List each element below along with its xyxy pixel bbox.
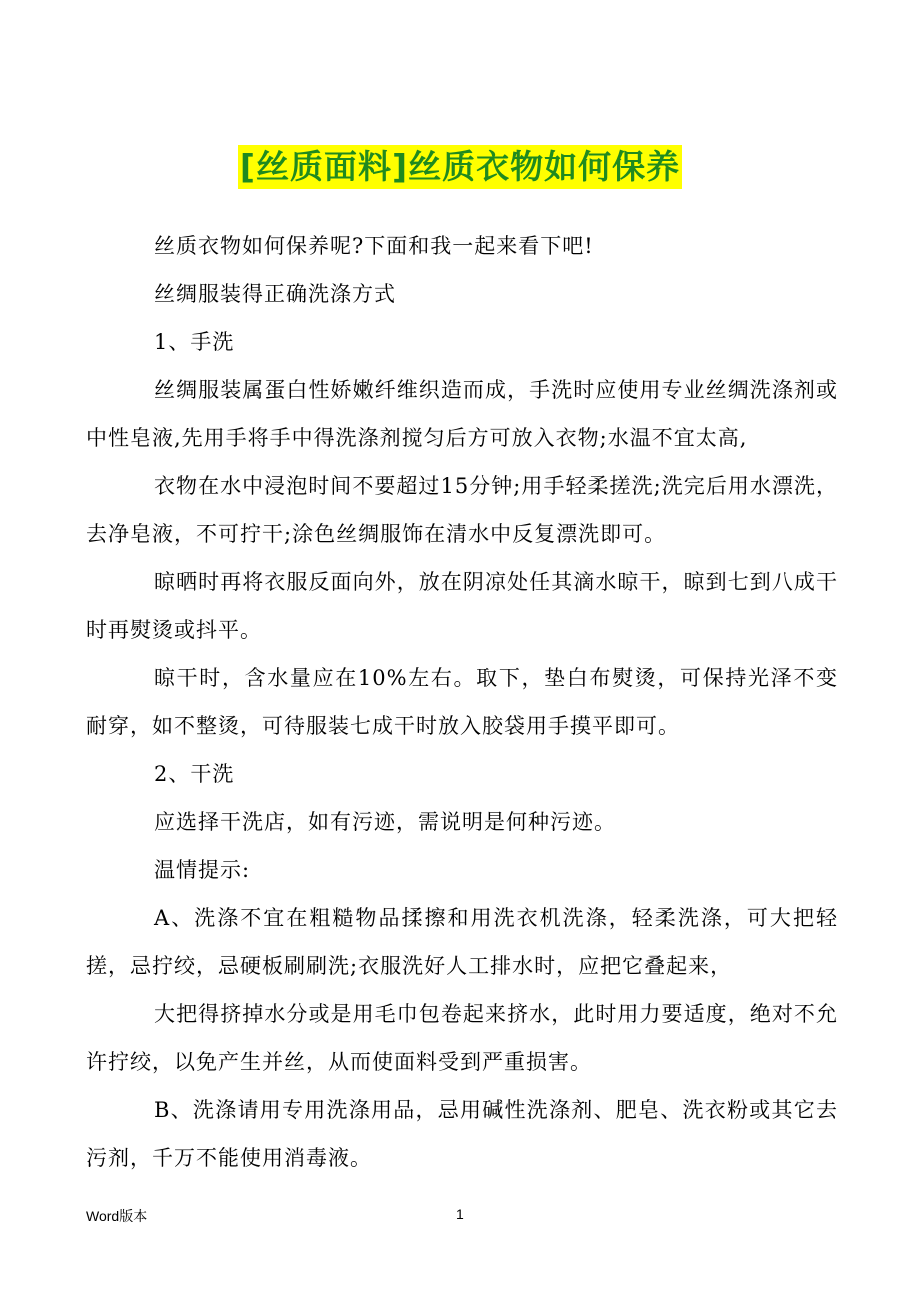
paragraph: 温情提示: [154, 858, 251, 882]
paragraph: 丝绸服装得正确洗涤方式 [154, 282, 396, 306]
paragraph: 晾晒时再将衣服反面向外，放在阴凉处任其滴水晾干，晾到七到八成干时再熨烫或抖平。 [86, 570, 838, 642]
paragraph: 晾干时，含水量应在10%左右。取下，垫白布熨烫，可保持光泽不变耐穿，如不整烫，可待服装七成干时放入胶袋用手摸平即可。 [86, 666, 838, 738]
paragraph: 丝质衣物如何保养呢?下面和我一起来看下吧! [154, 234, 594, 258]
document-body [86, 222, 838, 1182]
paragraph: 2、干洗 [154, 762, 235, 786]
paragraph: 应选择干洗店，如有污迹，需说明是何种污迹。 [154, 810, 616, 834]
page-number: 1 [456, 1206, 464, 1222]
paragraph: 大把得挤掉水分或是用毛巾包卷起来挤水，此时用力要适度，绝对不允许拧绞，以免产生并丝，从而使面料受到严重损害。 [86, 1002, 838, 1074]
paragraph: B、洗涤请用专用洗涤用品，忌用碱性洗涤剂、肥皂、洗衣粉或其它去污剂，千万不能使用消毒液。 [86, 1098, 838, 1170]
paragraph: 衣物在水中浸泡时间不要超过15分钟;用手轻柔搓洗;洗完后用水漂洗，去净皂液，不可拧干;涂色丝绸服饰在清水中反复漂洗即可。 [86, 474, 838, 546]
paragraph: 丝绸服装属蛋白性娇嫩纤维织造而成，手洗时应使用专业丝绸洗涤剂或中性皂液,先用手将手中得洗涤剂搅匀后方可放入衣物;水温不宜太高, [86, 378, 838, 450]
paragraph: A、洗涤不宜在粗糙物品揉擦和用洗衣机洗涤，轻柔洗涤，可大把轻搓，忌拧绞，忌硬板刷刷洗;衣服洗好人工排水时，应把它叠起来， [86, 906, 838, 978]
page-footer [0, 1206, 920, 1230]
title-container [0, 145, 920, 189]
paragraph: 1、手洗 [154, 330, 235, 354]
footer-label: Word版本 [86, 1208, 148, 1224]
document-title: [丝质面料]丝质衣物如何保养 [238, 145, 682, 189]
